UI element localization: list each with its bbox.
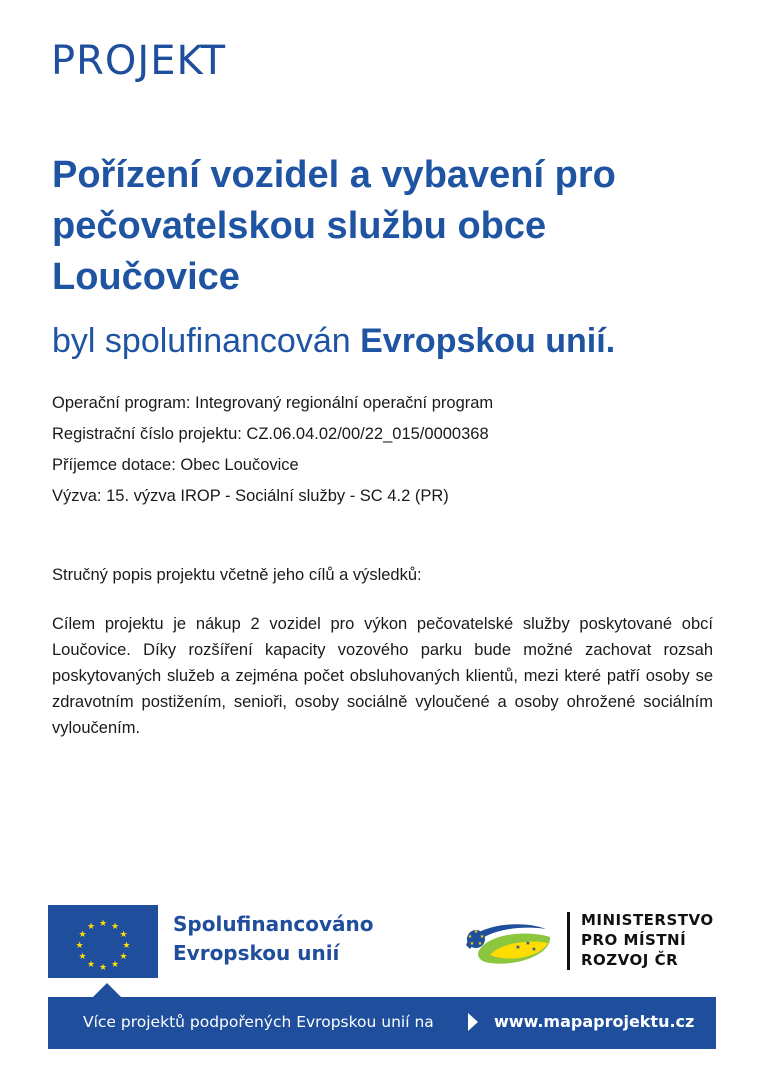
eu-flag-icon xyxy=(48,905,158,978)
registration-number: Registrační číslo projektu: CZ.06.04.02/00/22_015/0000368 xyxy=(52,425,489,443)
cofinanced-prefix: byl spolufinancován xyxy=(52,322,351,360)
recipient: Příjemce dotace: Obec Loučovice xyxy=(52,456,299,474)
cofinanced-eu: Evropskou unií. xyxy=(360,322,616,360)
svg-text:★: ★ xyxy=(98,963,108,973)
svg-text:★: ★ xyxy=(110,922,120,932)
svg-text:★: ★ xyxy=(110,960,120,970)
svg-text:★: ★ xyxy=(86,960,96,970)
mmr-swoosh-icon xyxy=(460,915,555,970)
svg-text:★: ★ xyxy=(78,952,87,962)
svg-text:★: ★ xyxy=(98,919,108,929)
svg-text:★: ★ xyxy=(479,934,485,940)
eu-stars-icon xyxy=(48,905,158,978)
operational-program: Operační program: Integrovaný regionální operační program xyxy=(52,394,494,412)
eu-text-line1: Spolufinancováno xyxy=(173,912,374,936)
svg-text:★: ★ xyxy=(525,940,531,947)
project-info xyxy=(52,388,493,512)
mmr-line3: ROZVOJ ČR xyxy=(581,951,679,969)
svg-text:★: ★ xyxy=(515,944,521,951)
mmr-divider xyxy=(567,912,570,970)
footer-url-link[interactable]: www.mapaprojektu.cz xyxy=(494,1012,695,1031)
svg-text:★: ★ xyxy=(122,941,131,951)
svg-text:★: ★ xyxy=(119,930,128,940)
svg-text:★: ★ xyxy=(531,946,537,953)
svg-text:★: ★ xyxy=(473,929,479,935)
svg-text:★: ★ xyxy=(78,930,87,940)
eu-cofinanced-text xyxy=(173,910,373,968)
mmr-name xyxy=(581,910,714,970)
project-label: PROJEKT xyxy=(51,38,227,84)
svg-text:★: ★ xyxy=(119,952,128,962)
svg-text:★: ★ xyxy=(86,922,96,932)
svg-text:★: ★ xyxy=(75,941,84,951)
footer-banner xyxy=(48,997,716,1049)
svg-text:★: ★ xyxy=(467,934,473,940)
call: Výzva: 15. výzva IROP - Sociální služby - SC 4.2 (PR) xyxy=(52,487,449,505)
mmr-line1: MINISTERSTVO xyxy=(581,911,714,929)
cofinanced-statement xyxy=(52,322,615,361)
arrow-right-icon xyxy=(468,1013,478,1031)
mmr-logo-icon xyxy=(460,915,555,970)
footer-text: Více projektů podpořených Evropskou unií na xyxy=(83,1013,434,1031)
description-text: Cílem projektu je nákup 2 vozidel pro výkon pečovatelské služby poskytované obcí Loučovice. Díky rozšíření kapacity vozového parku bude možné zachovat rozsah poskytovaných služeb a zejména počet obsluhovaných klientů, mezi které patří osoby se zdravotním postižením, senioři, osoby sociálně vyloučené a osoby ohrožené sociálním vyloučením. xyxy=(52,615,713,737)
svg-text:★: ★ xyxy=(469,941,475,947)
mmr-line2: PRO MÍSTNÍ xyxy=(581,931,687,949)
project-title: Pořízení vozidel a vybavení pro pečovatelskou službu obce Loučovice xyxy=(52,154,616,298)
eu-text-line2: Evropskou unií xyxy=(173,941,340,965)
svg-text:★: ★ xyxy=(477,941,483,947)
description-heading: Stručný popis projektu včetně jeho cílů a výsledků: xyxy=(52,566,422,584)
banner-notch xyxy=(92,983,122,998)
